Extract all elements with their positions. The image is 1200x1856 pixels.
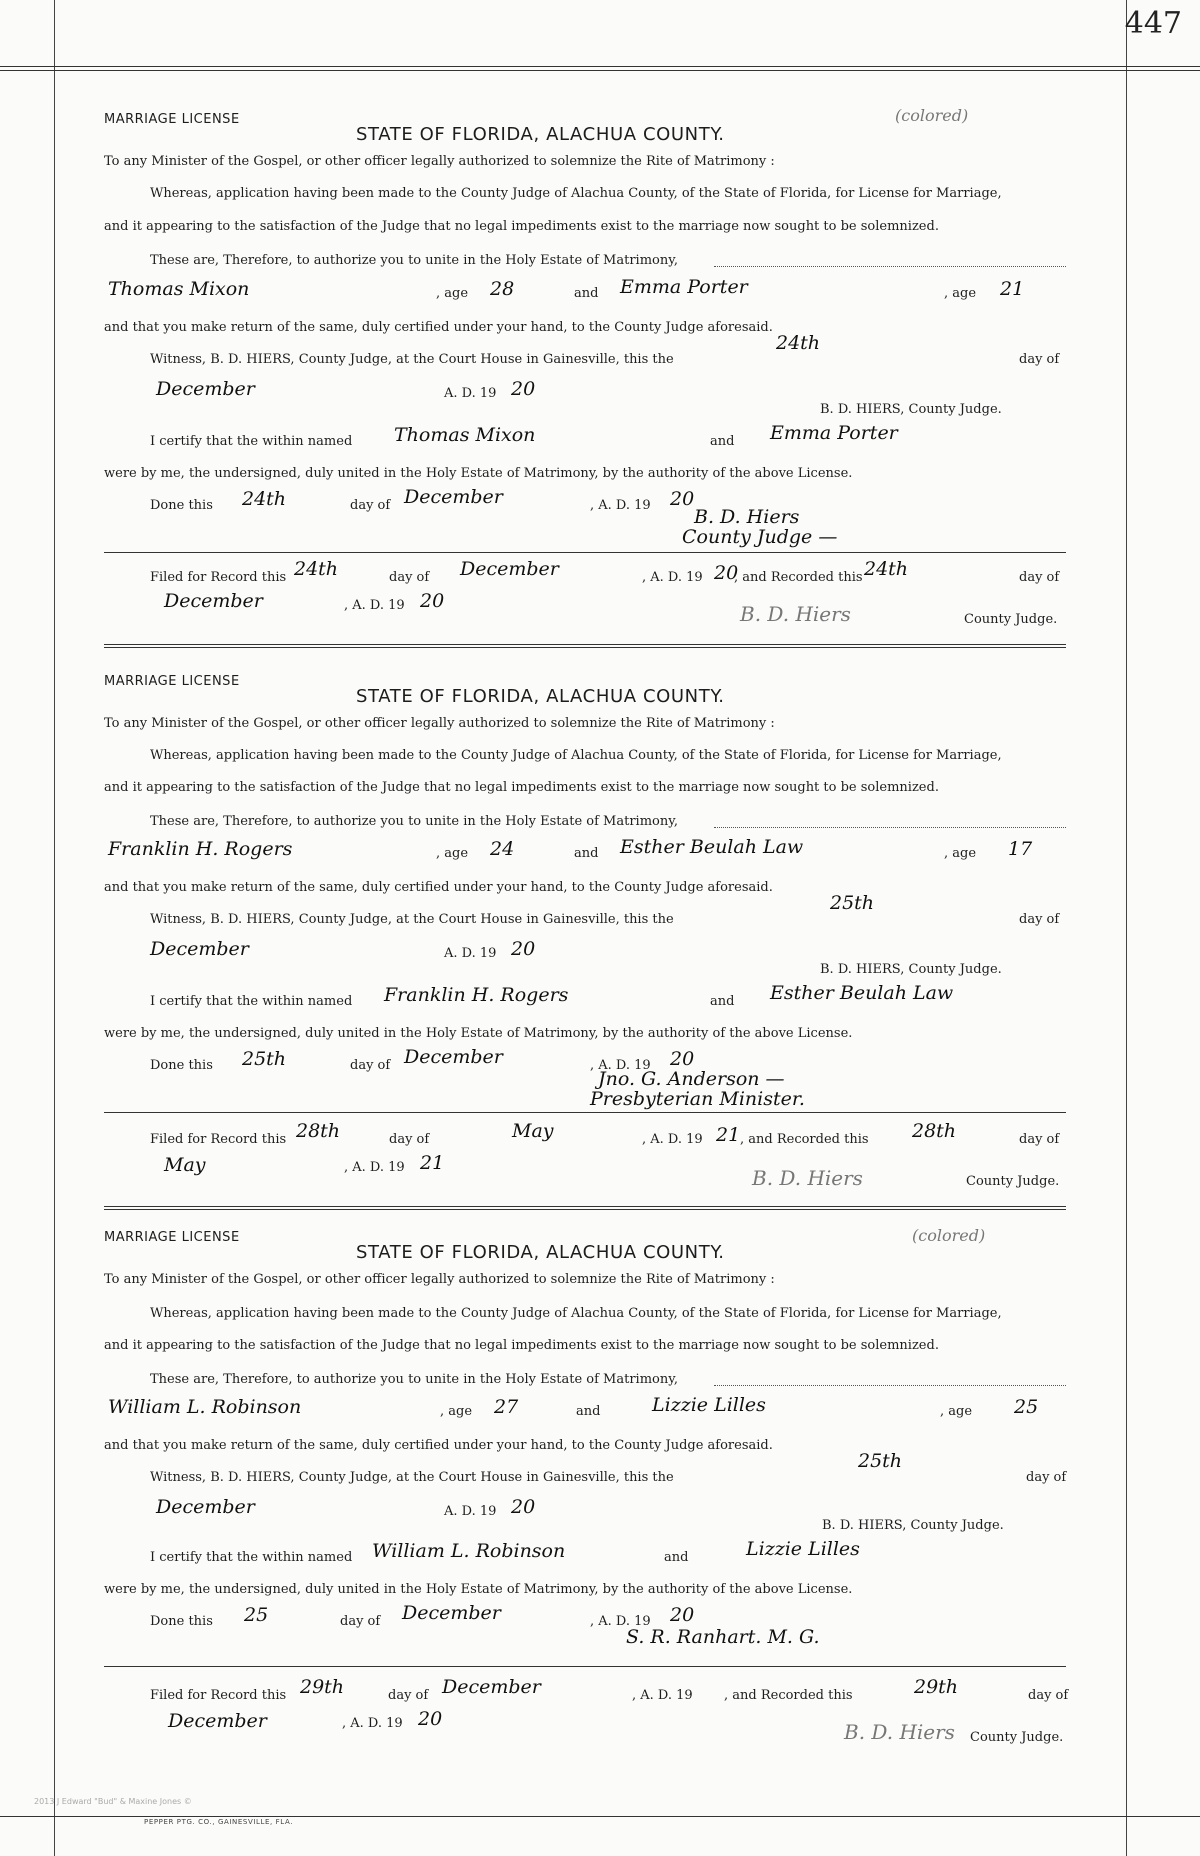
ad-label: , A. D. 19 xyxy=(344,598,405,613)
ad-label: A. D. 19 xyxy=(444,386,497,401)
cert-groom-name: Thomas Mixon xyxy=(394,424,536,446)
cert-bride-name: Esther Beulah Law xyxy=(770,982,954,1004)
bride-name: Lizzie Lilles xyxy=(652,1394,766,1416)
and-label: and xyxy=(574,846,599,861)
day-of-label: day of xyxy=(1019,1132,1060,1147)
certify-text: I certify that the within named xyxy=(150,1550,353,1565)
witness-month: December xyxy=(156,1496,255,1518)
certify-text: I certify that the within named xyxy=(150,434,353,449)
done-day: 24th xyxy=(242,488,287,510)
and-label: and xyxy=(710,994,735,1009)
ad-label: , A. D. 19 xyxy=(342,1716,403,1731)
recorded-month: May xyxy=(164,1154,206,1176)
license-label: MARRIAGE LICENSE xyxy=(104,1230,240,1245)
done-this-label: Done this xyxy=(150,498,213,513)
witness-year: 20 xyxy=(511,378,536,400)
done-this-label: Done this xyxy=(150,1058,213,1073)
recorded-year: 21 xyxy=(420,1152,445,1174)
ad-label: , A. D. 19 xyxy=(642,570,703,585)
witness-year: 20 xyxy=(511,1496,536,1518)
page-number: 447 xyxy=(1124,6,1182,41)
appearing-text: and it appearing to the satisfaction of the Judge that no legal impediments exist to the marriage now sought to be solemnized. xyxy=(104,219,939,234)
officiant-title: County Judge — xyxy=(682,526,838,548)
and-label: and xyxy=(574,286,599,301)
license-state-heading: STATE OF FLORIDA, ALACHUA COUNTY. xyxy=(356,1242,725,1263)
recorded-year: 20 xyxy=(420,590,445,612)
section-rule xyxy=(104,1666,1066,1667)
united-text: were by me, the undersigned, duly united in the Holy Estate of Matrimony, by the authority of the above License. xyxy=(104,466,853,481)
groom-name: William L. Robinson xyxy=(108,1396,302,1418)
cert-bride-name: Emma Porter xyxy=(770,422,898,444)
county-judge-label: County Judge. xyxy=(964,612,1058,627)
witness-day: 25th xyxy=(858,1450,903,1472)
done-month: December xyxy=(402,1602,501,1624)
cert-bride-name: Lizzie Lilles xyxy=(746,1538,860,1560)
and-label: and xyxy=(576,1404,601,1419)
age-label: , age xyxy=(436,286,469,301)
ad-label: , A. D. 19 xyxy=(344,1160,405,1175)
top-rule xyxy=(0,66,1200,67)
done-day: 25 xyxy=(244,1604,269,1626)
fill-line xyxy=(714,1385,1066,1386)
bride-age: 21 xyxy=(1000,278,1025,300)
return-text: and that you make return of the same, duly certified under your hand, to the County Judge aforesaid. xyxy=(104,1438,773,1453)
bride-age: 25 xyxy=(1014,1396,1039,1418)
day-of-label: day of xyxy=(388,1688,429,1703)
license-label: MARRIAGE LICENSE xyxy=(104,674,240,689)
county-judge-title: B. D. HIERS, County Judge. xyxy=(820,402,1002,417)
license-state-heading: STATE OF FLORIDA, ALACHUA COUNTY. xyxy=(356,686,725,707)
recorded-month: December xyxy=(164,590,263,612)
copyright-watermark: 2013 J Edward "Bud" & Maxine Jones © xyxy=(34,1797,192,1806)
to-minister-text: To any Minister of the Gospel, or other officer legally authorized to solemnize the Rite of Matrimony : xyxy=(104,716,775,731)
and-label: and xyxy=(710,434,735,449)
filed-day: 28th xyxy=(296,1120,341,1142)
bride-name: Emma Porter xyxy=(620,276,748,298)
witness-month: December xyxy=(150,938,249,960)
day-of-label: day of xyxy=(340,1614,381,1629)
filed-month: December xyxy=(460,558,559,580)
officiant-signature: Jno. G. Anderson — xyxy=(598,1068,785,1090)
witness-text: Witness, B. D. HIERS, County Judge, at the Court House in Gainesville, this the xyxy=(150,352,674,367)
license-label: MARRIAGE LICENSE xyxy=(104,112,240,127)
witness-day: 25th xyxy=(830,892,875,914)
bride-name: Esther Beulah Law xyxy=(620,836,804,858)
ad-label: , A. D. 19 xyxy=(632,1688,693,1703)
witness-month: December xyxy=(156,378,255,400)
done-year: 20 xyxy=(670,1604,695,1626)
filed-day: 24th xyxy=(294,558,339,580)
age-label: , age xyxy=(436,846,469,861)
filed-month: December xyxy=(442,1676,541,1698)
return-text: and that you make return of the same, duly certified under your hand, to the County Judge aforesaid. xyxy=(104,320,773,335)
day-of-label: day of xyxy=(350,498,391,513)
and-label: and xyxy=(664,1550,689,1565)
officiant-signature: S. R. Ranhart. M. G. xyxy=(626,1626,820,1648)
judge-signature: B. D. Hiers xyxy=(740,602,851,626)
filed-label: Filed for Record this xyxy=(150,1688,287,1703)
county-judge-title: B. D. HIERS, County Judge. xyxy=(820,962,1002,977)
license-state-heading: STATE OF FLORIDA, ALACHUA COUNTY. xyxy=(356,124,725,145)
judge-signature: B. D. Hiers xyxy=(844,1720,955,1744)
printer-footer: PEPPER PTG. CO., GAINESVILLE, FLA. xyxy=(144,1818,294,1826)
whereas-text: Whereas, application having been made to the County Judge of Alachua County, of the State of Florida, for License for Marriage, xyxy=(150,748,1002,763)
county-judge-label: County Judge. xyxy=(966,1174,1060,1189)
groom-age: 28 xyxy=(490,278,515,300)
recorded-label: , and Recorded this xyxy=(740,1132,869,1147)
county-judge-title: B. D. HIERS, County Judge. xyxy=(822,1518,1004,1533)
filed-year: 21 xyxy=(716,1124,741,1146)
groom-name: Franklin H. Rogers xyxy=(108,838,293,860)
recorded-month: December xyxy=(168,1710,267,1732)
bottom-rule xyxy=(0,1816,1200,1817)
fill-line xyxy=(714,827,1066,828)
year-label: , A. D. 19 xyxy=(590,1614,651,1629)
day-of-label: day of xyxy=(1019,912,1060,927)
recorded-label: , and Recorded this xyxy=(724,1688,853,1703)
ad-label: A. D. 19 xyxy=(444,1504,497,1519)
margin-rule-left xyxy=(54,0,55,1856)
to-minister-text: To any Minister of the Gospel, or other officer legally authorized to solemnize the Rite of Matrimony : xyxy=(104,1272,775,1287)
filed-year: 20 xyxy=(714,562,739,584)
recorded-day: 28th xyxy=(912,1120,957,1142)
done-year: 20 xyxy=(670,1048,695,1070)
recorded-day: 29th xyxy=(914,1676,959,1698)
day-of-label: day of xyxy=(350,1058,391,1073)
day-of-label: day of xyxy=(1019,570,1060,585)
license-separator xyxy=(104,644,1066,648)
done-this-label: Done this xyxy=(150,1614,213,1629)
filed-day: 29th xyxy=(300,1676,345,1698)
age-label: , age xyxy=(440,1404,473,1419)
return-text: and that you make return of the same, duly certified under your hand, to the County Judge aforesaid. xyxy=(104,880,773,895)
recorded-label: , and Recorded this xyxy=(734,570,863,585)
done-day: 25th xyxy=(242,1048,287,1070)
filed-month: May xyxy=(512,1120,554,1142)
age-label: , age xyxy=(940,1404,973,1419)
colored-annotation: (colored) xyxy=(912,1226,986,1245)
united-text: were by me, the undersigned, duly united in the Holy Estate of Matrimony, by the authority of the above License. xyxy=(104,1026,853,1041)
groom-age: 24 xyxy=(490,838,515,860)
license-separator xyxy=(104,1206,1066,1210)
done-year: 20 xyxy=(670,488,695,510)
done-month: December xyxy=(404,1046,503,1068)
judge-signature: B. D. Hiers xyxy=(752,1166,863,1190)
fill-line xyxy=(714,266,1066,267)
age-label: , age xyxy=(944,846,977,861)
therefore-text: These are, Therefore, to authorize you to unite in the Holy Estate of Matrimony, xyxy=(150,814,678,829)
ad-label: A. D. 19 xyxy=(444,946,497,961)
groom-age: 27 xyxy=(494,1396,519,1418)
cert-groom-name: Franklin H. Rogers xyxy=(384,984,569,1006)
recorded-day: 24th xyxy=(864,558,909,580)
recorded-year: 20 xyxy=(418,1708,443,1730)
section-rule xyxy=(104,1112,1066,1113)
witness-text: Witness, B. D. HIERS, County Judge, at the Court House in Gainesville, this the xyxy=(150,1470,674,1485)
year-label: , A. D. 19 xyxy=(590,1058,651,1073)
officiant-title: Presbyterian Minister. xyxy=(590,1088,805,1110)
year-label: , A. D. 19 xyxy=(590,498,651,513)
whereas-text: Whereas, application having been made to the County Judge of Alachua County, of the State of Florida, for License for Marriage, xyxy=(150,186,1002,201)
appearing-text: and it appearing to the satisfaction of the Judge that no legal impediments exist to the marriage now sought to be solemnized. xyxy=(104,780,939,795)
cert-groom-name: William L. Robinson xyxy=(372,1540,566,1562)
filed-label: Filed for Record this xyxy=(150,570,287,585)
witness-text: Witness, B. D. HIERS, County Judge, at the Court House in Gainesville, this the xyxy=(150,912,674,927)
witness-day: 24th xyxy=(776,332,821,354)
county-judge-label: County Judge. xyxy=(970,1730,1064,1745)
united-text: were by me, the undersigned, duly united in the Holy Estate of Matrimony, by the authority of the above License. xyxy=(104,1582,853,1597)
whereas-text: Whereas, application having been made to the County Judge of Alachua County, of the State of Florida, for License for Marriage, xyxy=(150,1306,1002,1321)
to-minister-text: To any Minister of the Gospel, or other officer legally authorized to solemnize the Rite of Matrimony : xyxy=(104,154,775,169)
bride-age: 17 xyxy=(1008,838,1033,860)
day-of-label: day of xyxy=(1026,1470,1067,1485)
therefore-text: These are, Therefore, to authorize you to unite in the Holy Estate of Matrimony, xyxy=(150,1372,678,1387)
certify-text: I certify that the within named xyxy=(150,994,353,1009)
section-rule xyxy=(104,552,1066,553)
therefore-text: These are, Therefore, to authorize you to unite in the Holy Estate of Matrimony, xyxy=(150,253,678,268)
day-of-label: day of xyxy=(389,570,430,585)
colored-annotation: (colored) xyxy=(895,106,969,125)
day-of-label: day of xyxy=(1028,1688,1069,1703)
officiant-signature: B. D. Hiers xyxy=(694,506,800,528)
witness-year: 20 xyxy=(511,938,536,960)
top-rule-2 xyxy=(0,70,1200,71)
groom-name: Thomas Mixon xyxy=(108,278,250,300)
age-label: , age xyxy=(944,286,977,301)
done-month: December xyxy=(404,486,503,508)
filed-label: Filed for Record this xyxy=(150,1132,287,1147)
appearing-text: and it appearing to the satisfaction of the Judge that no legal impediments exist to the marriage now sought to be solemnized. xyxy=(104,1338,939,1353)
day-of-label: day of xyxy=(389,1132,430,1147)
ad-label: , A. D. 19 xyxy=(642,1132,703,1147)
margin-rule-right xyxy=(1126,0,1127,1856)
day-of-label: day of xyxy=(1019,352,1060,367)
